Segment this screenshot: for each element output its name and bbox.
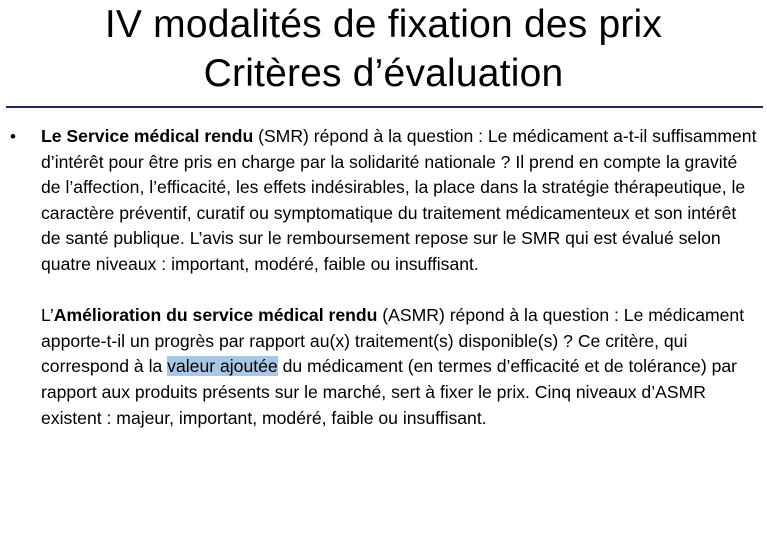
slide-title xyxy=(0,0,767,98)
slide-body xyxy=(10,124,759,431)
title-divider xyxy=(6,106,763,108)
bullet-icon: • xyxy=(10,127,16,146)
title-line-2: Critères d’évaluation xyxy=(203,52,564,95)
selected-text-highlight[interactable]: valeur ajoutée xyxy=(167,356,278,377)
asmr-paragraph xyxy=(41,303,759,431)
smr-text: (SMR) répond à la question : Le médicament a-t-il suffisamment d’intérêt pour être pris en charge par la solidarité nationale ? Il prend en compte la gravité de l’affection, l’efficacité, les effets indésirables, la place dans la stratégie thérapeutique, le caractère préventif, curatif ou symptomatique du traitement médicamenteux et son intérêt de santé publique. L’avis sur le remboursement repose sur le SMR qui est évalué selon quatre niveaux : important, modéré, faible ou insuffisant. xyxy=(41,126,757,274)
asmr-term: Amélioration du service médical rendu xyxy=(53,305,378,326)
smr-paragraph xyxy=(41,124,759,278)
asmr-text-after: du médicament (en termes d’efficacité et de tolérance) par rapport aux produits présents sur le marché, sert à fixer le prix. Cinq niveaux d’ASMR existent : majeur, important, modéré, faible ou insuffisant. xyxy=(41,356,738,428)
asmr-prefix: L’ xyxy=(41,305,54,326)
title-line-1: IV modalités de fixation des prix xyxy=(104,3,663,46)
smr-term: Le Service médical rendu xyxy=(41,126,254,146)
asmr-text-before: (ASMR) répond à la question : Le médicament apporte-t-il un progrès par rapport au(x) traitement(s) disponible(s) ? Ce critère, qui correspond à la xyxy=(41,305,745,377)
